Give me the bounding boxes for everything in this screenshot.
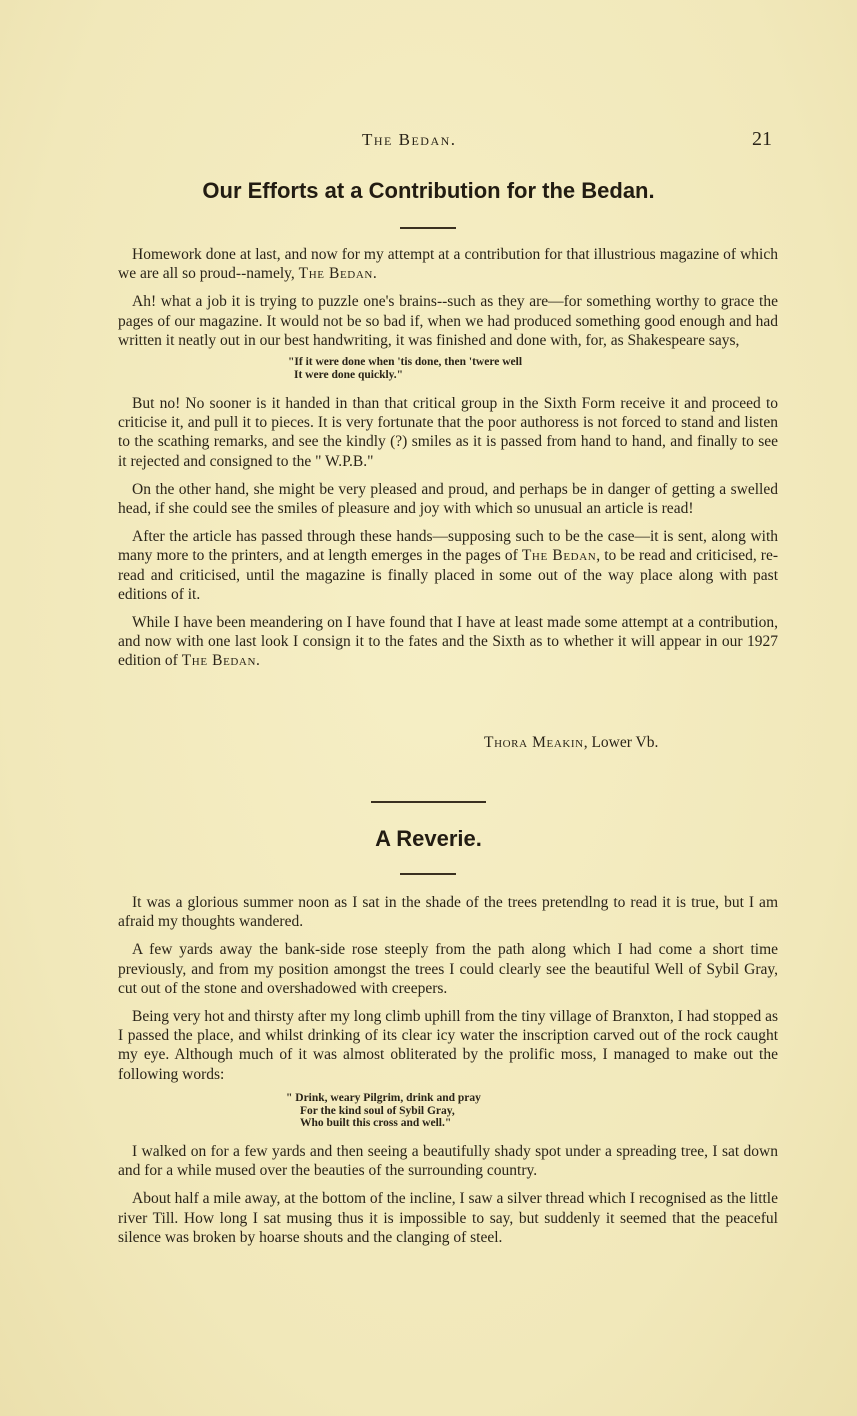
author-signature — [484, 734, 658, 752]
page-number: 21 — [752, 128, 772, 150]
shakespeare-quote — [288, 356, 522, 381]
well-inscription — [286, 1092, 481, 1130]
paragraph: But no! No sooner is it handed in than that critical group in the Sixth Form receive it and proceed to criticise it, and pull it to pieces. It is very fortunate that the poor authoress is not forced to stand and listen to the scathing remarks, and see the kindly (?) smiles as it is passed from hand to hand, and finally to see it rejected and consigned to the " W.P.B." — [118, 395, 778, 470]
magazine-name: The Bedan — [298, 265, 373, 283]
quote-line: It were done quickly." — [294, 368, 404, 381]
quote-line: "If it were done when 'tis done, then 'twere well — [288, 356, 523, 368]
article-body-continued — [118, 394, 778, 680]
reverie-body-continued — [118, 1142, 778, 1256]
paragraph: About half a mile away, at the bottom of the incline, I saw a silver thread which I recognised as the little river Till. How long I sat musing thus it is impossible to say, but suddenly it seemed that the peaceful silence was broken by hoarse shouts and the clanging of steel. — [118, 1190, 778, 1246]
paragraph: On the other hand, she might be very pleased and proud, and perhaps be in danger of getting a swelled head, if she could see the smiles of pleasure and joy with which so unusual an article is read! — [118, 480, 778, 518]
paragraph: Being very hot and thirsty after my long climb uphill from the tiny village of Branxton, I had stopped as I passed the place, and whilst drinking of its clear icy water the inscription carved out of the rock caught my eye. Although much of it was almost obliterated by the prolific moss, I managed to make out the following words: — [118, 1008, 778, 1083]
author-name: Thora Meakin — [484, 734, 584, 751]
author-form: , Lower Vb. — [583, 734, 659, 751]
paragraph: Homework done at last, and now for my attempt at a contribution for that illustrious magazine of which we are all so proud--namely, The Bedan. — [118, 246, 778, 283]
paragraph: It was a glorious summer noon as I sat in the shade of the trees pretendlng to read it is true, but I am afraid my thoughts wandered. — [118, 894, 778, 931]
paragraph: Ah! what a job it is trying to puzzle one's brains--such as they are—for something worthy to grace the pages of our magazine. It would not be so bad if, when we had produced something good enough and had written it neatly out in our best handwriting, it was finished and done with, for, as Shakespeare says, — [118, 293, 778, 349]
running-title: The Bedan. — [362, 130, 457, 149]
magazine-name: The Bedan — [181, 652, 257, 670]
paragraph: While I have been meandering on I have found that I have at least made some attempt at a contribution, and now with one last look I consign it to the fates and the Sixth as to whether it will appear in our 1927 edition of The Bedan. — [118, 614, 778, 670]
article-title: Our Efforts at a Contribution for the Bedan. — [202, 178, 655, 203]
verse-line: " Drink, weary Pilgrim, drink and pray — [286, 1092, 481, 1104]
reverie-title: A Reverie. — [375, 826, 482, 851]
verse-line: Who built this cross and well." — [300, 1117, 452, 1129]
magazine-name: The Bedan — [521, 547, 597, 565]
section-divider — [371, 801, 486, 803]
paragraph: A few yards away the bank-side rose steeply from the path along which I had come a short time previously, and from my position amongst the trees I could clearly see the beautiful Well of Sybil Gray, cut out of the stone and overshadowed with creepers. — [118, 941, 778, 997]
running-head — [0, 128, 857, 158]
reverie-title-rule — [400, 873, 456, 875]
reverie-body — [118, 893, 778, 1093]
article-body — [118, 245, 778, 359]
title-rule — [400, 227, 456, 229]
paragraph: After the article has passed through these hands—supposing such to be the case—it is sent, along with many more to the printers, and at length emerges in the pages of The Bedan, to be read and criticised, re-read and criticised, until the magazine is finally placed in some out of the way place along with past editions of it. — [118, 528, 779, 603]
verse-line: For the kind soul of Sybil Gray, — [300, 1104, 455, 1117]
paragraph: I walked on for a few yards and then seeing a beautifully shady spot under a spreading tree, I sat down and for a while mused over the beauties of the surrounding country. — [118, 1143, 778, 1180]
